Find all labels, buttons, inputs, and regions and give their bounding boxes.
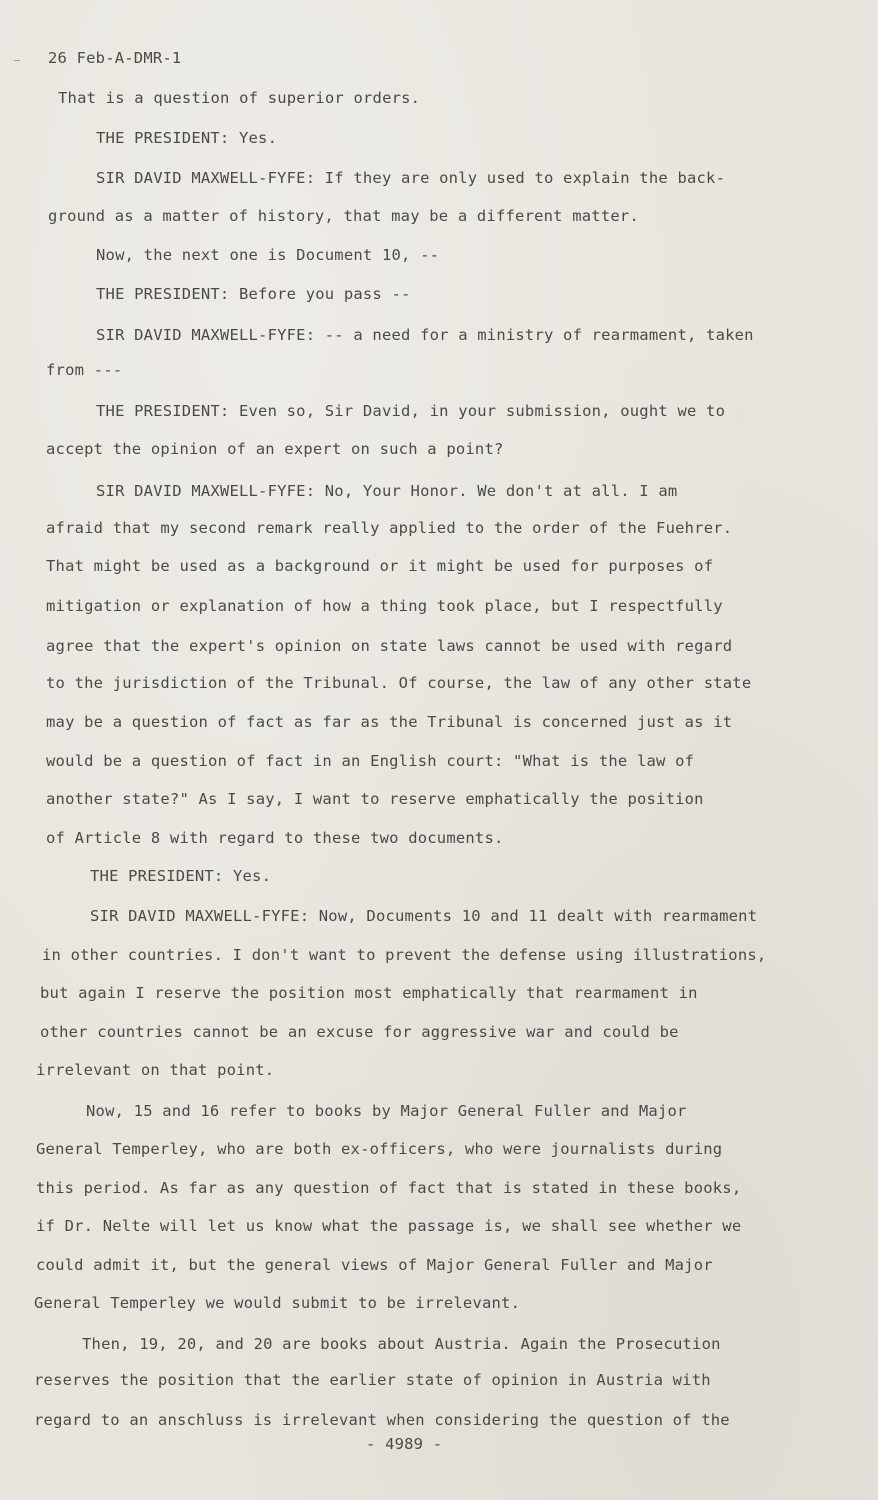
text-line: THE PRESIDENT: Yes. [96, 129, 278, 147]
text-line: would be a question of fact in an English court: "What is the law of [46, 752, 695, 770]
text-line: General Temperley, who are both ex-officers, who were journalists during [36, 1140, 723, 1158]
text-line: but again I reserve the position most emphatically that rearmament in [40, 984, 698, 1002]
text-line: SIR DAVID MAXWELL-FYFE: Now, Documents 10 and 11 dealt with rearmament [90, 907, 758, 925]
text-line: could admit it, but the general views of Major General Fuller and Major [36, 1256, 713, 1274]
text-line: from --- [46, 361, 123, 379]
text-line: SIR DAVID MAXWELL-FYFE: No, Your Honor. We don't at all. I am [96, 482, 678, 500]
text-line: this period. As far as any question of fact that is stated in these books, [36, 1179, 742, 1197]
text-line: reserves the position that the earlier state of opinion in Austria with [34, 1371, 711, 1389]
text-line: agree that the expert's opinion on state laws cannot be used with regard [46, 637, 733, 655]
text-line: of Article 8 with regard to these two documents. [46, 829, 504, 847]
text-line: if Dr. Nelte will let us know what the passage is, we shall see whether we [36, 1217, 742, 1235]
text-line: THE PRESIDENT: Even so, Sir David, in your submission, ought we to [96, 402, 726, 420]
document-reference: 26 Feb-A-DMR-1 [48, 49, 182, 67]
text-line: mitigation or explanation of how a thing took place, but I respectfully [46, 597, 723, 615]
text-line: SIR DAVID MAXWELL-FYFE: -- a need for a ministry of rearmament, taken [96, 326, 754, 344]
page-number: - 4989 - [366, 1435, 443, 1453]
text-line: That is a question of superior orders. [58, 89, 421, 107]
text-line: may be a question of fact as far as the Tribunal is concerned just as it [46, 713, 733, 731]
text-line: THE PRESIDENT: Before you pass -- [96, 285, 411, 303]
text-line: other countries cannot be an excuse for aggressive war and could be [40, 1023, 679, 1041]
text-line: Now, the next one is Document 10, -- [96, 246, 440, 264]
text-line: SIR DAVID MAXWELL-FYFE: If they are only used to explain the back- [96, 169, 726, 187]
text-line: Then, 19, 20, and 20 are books about Austria. Again the Prosecution [82, 1335, 721, 1353]
text-line: to the jurisdiction of the Tribunal. Of course, the law of any other state [46, 674, 752, 692]
text-line: irrelevant on that point. [36, 1061, 275, 1079]
text-line: regard to an anschluss is irrelevant when considering the question of the [34, 1411, 730, 1429]
text-line: ground as a matter of history, that may be a different matter. [48, 207, 639, 225]
text-line: in other countries. I don't want to prevent the defense using illustrations, [42, 946, 767, 964]
text-line: Now, 15 and 16 refer to books by Major General Fuller and Major [86, 1102, 687, 1120]
text-line: That might be used as a background or it might be used for purposes of [46, 557, 714, 575]
text-line: General Temperley we would submit to be irrelevant. [34, 1294, 521, 1312]
margin-mark [14, 60, 20, 61]
text-line: another state?" As I say, I want to reserve emphatically the position [46, 790, 704, 808]
text-line: THE PRESIDENT: Yes. [90, 867, 272, 885]
text-line: accept the opinion of an expert on such a point? [46, 440, 504, 458]
text-line: afraid that my second remark really applied to the order of the Fuehrer. [46, 519, 733, 537]
